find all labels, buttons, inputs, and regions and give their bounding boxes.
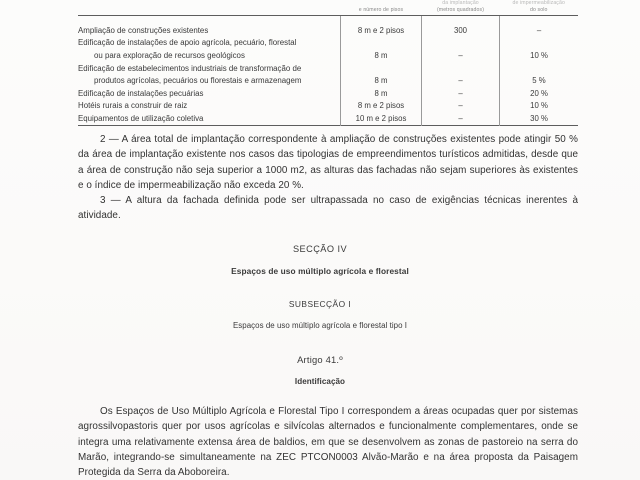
header-cell-height (341, 0, 422, 15)
header-cell-index (500, 0, 579, 15)
row-index: 10 % (530, 51, 548, 61)
row-description-text: produtos agrícolas, pecuários ou florestais e armazenagem (94, 76, 302, 86)
table-row (78, 62, 578, 75)
row-description-text: Ampliação de construções existentes (78, 25, 209, 35)
row-area: – (422, 100, 500, 113)
table-spacer (78, 16, 578, 25)
table-row (78, 100, 578, 113)
subsection-title: Espaços de uso múltiplo agrícola e florestal tipo I (232, 321, 408, 330)
article-label: Artigo 41.º (297, 354, 343, 365)
row-description (78, 112, 341, 125)
header-cell-description (78, 0, 341, 15)
row-area: – (422, 75, 500, 88)
subsection-label: SUBSECÇÃO I (288, 299, 352, 309)
table-row (78, 75, 578, 88)
row-description (78, 37, 341, 50)
row-height: 8 m (341, 75, 422, 88)
row-height: 10 m e 2 pisos (341, 112, 422, 125)
row-description-continued (78, 75, 341, 88)
paragraph-3 (78, 193, 578, 224)
row-description-continued (78, 49, 341, 62)
header-height-label: e número de pisos (358, 6, 404, 13)
row-height: 8 m e 2 pisos (341, 24, 422, 37)
table-header (78, 0, 578, 16)
header-area-label: (metros quadrados) (436, 6, 485, 13)
row-description-text: Equipamentos de utilização coletiva (78, 113, 204, 123)
row-area: – (422, 87, 500, 100)
header-cell-area (422, 0, 500, 15)
row-description-text: Hotéis rurais a construir de raiz (78, 101, 188, 111)
table-row (78, 37, 578, 50)
row-height: 8 m e 2 pisos (341, 100, 422, 113)
article-title: Identificação (294, 377, 346, 386)
table-row (78, 112, 578, 125)
table-row (78, 87, 578, 100)
article-body-text: Os Espaços de Uso Múltiplo Agrícola e Florestal Tipo I correspondem a áreas ocupadas quer por sistemas agrossilvopastoris quer por usos agrícolas e silvícolas alternados e funcionalmente complementares, onde se integra uma relativamente extensa área de baldios, em que se desenvolvem as zonas de pastoreio na serra do Marão, integrando-se simultaneamente na ZEC PTCON0003 Alvão-Marão e na área proposta da Paisagem Protegida da Serra da Aboboreira. (78, 406, 578, 479)
row-area: – (422, 112, 500, 125)
row-height: 8 m (341, 49, 422, 62)
regulation-table (78, 0, 578, 126)
row-description (78, 87, 341, 100)
row-description-text: ou para exploração de recursos geológicos (94, 51, 245, 60)
header-index-cut-line: de impermeabilização (512, 0, 565, 6)
section-title: Espaços de uso múltiplo agrícola e florestal (231, 266, 409, 276)
table-rule-bottom (78, 125, 578, 126)
row-index: 10 % (530, 101, 548, 111)
header-area-cut-line: da implantação (442, 0, 479, 6)
row-description-text: Edificação de instalações de apoio agrícola, pecuário, florestal (78, 38, 297, 48)
paragraph-2 (78, 132, 578, 193)
row-area: – (422, 49, 500, 62)
table-row (78, 24, 578, 37)
row-description-text: Edificação de estabelecimentos industriais de transformação de (78, 63, 302, 73)
row-description (78, 100, 341, 113)
row-index: – (536, 25, 542, 35)
paragraph-3-text: 3 — A altura da fachada definida pode ser ultrapassada no caso de exigências técnicas inerentes à atividade. (78, 195, 578, 222)
row-description (78, 24, 341, 37)
section-label: SECÇÃO IV (292, 244, 348, 254)
row-index: 20 % (530, 88, 548, 98)
article-body (78, 404, 578, 480)
row-area: 300 (422, 24, 500, 37)
table-header-row (78, 0, 578, 15)
table-footer (78, 125, 578, 126)
header-index-label: do solo (530, 6, 548, 13)
row-height: 8 m (341, 87, 422, 100)
paragraph-2-text: 2 — A área total de implantação correspondente à ampliação de construções existentes pode atingir 50 % da área de implantação existente nos casos das tipologias de empreendimentos turísticos admitidas, desde que a área de construção não seja superior a 1000 m2, as alturas das fachadas não sejam superiores às existentes e o índice de impermeabilização não exceda 20 %. (78, 134, 578, 191)
table-row (78, 49, 578, 62)
row-index: 5 % (532, 76, 546, 86)
table-body (78, 16, 578, 126)
row-index: 30 % (530, 114, 548, 124)
row-description (78, 62, 341, 75)
regulation-table-wrapper (78, 0, 578, 126)
row-description-text: Edificação de instalações pecuárias (78, 88, 204, 98)
